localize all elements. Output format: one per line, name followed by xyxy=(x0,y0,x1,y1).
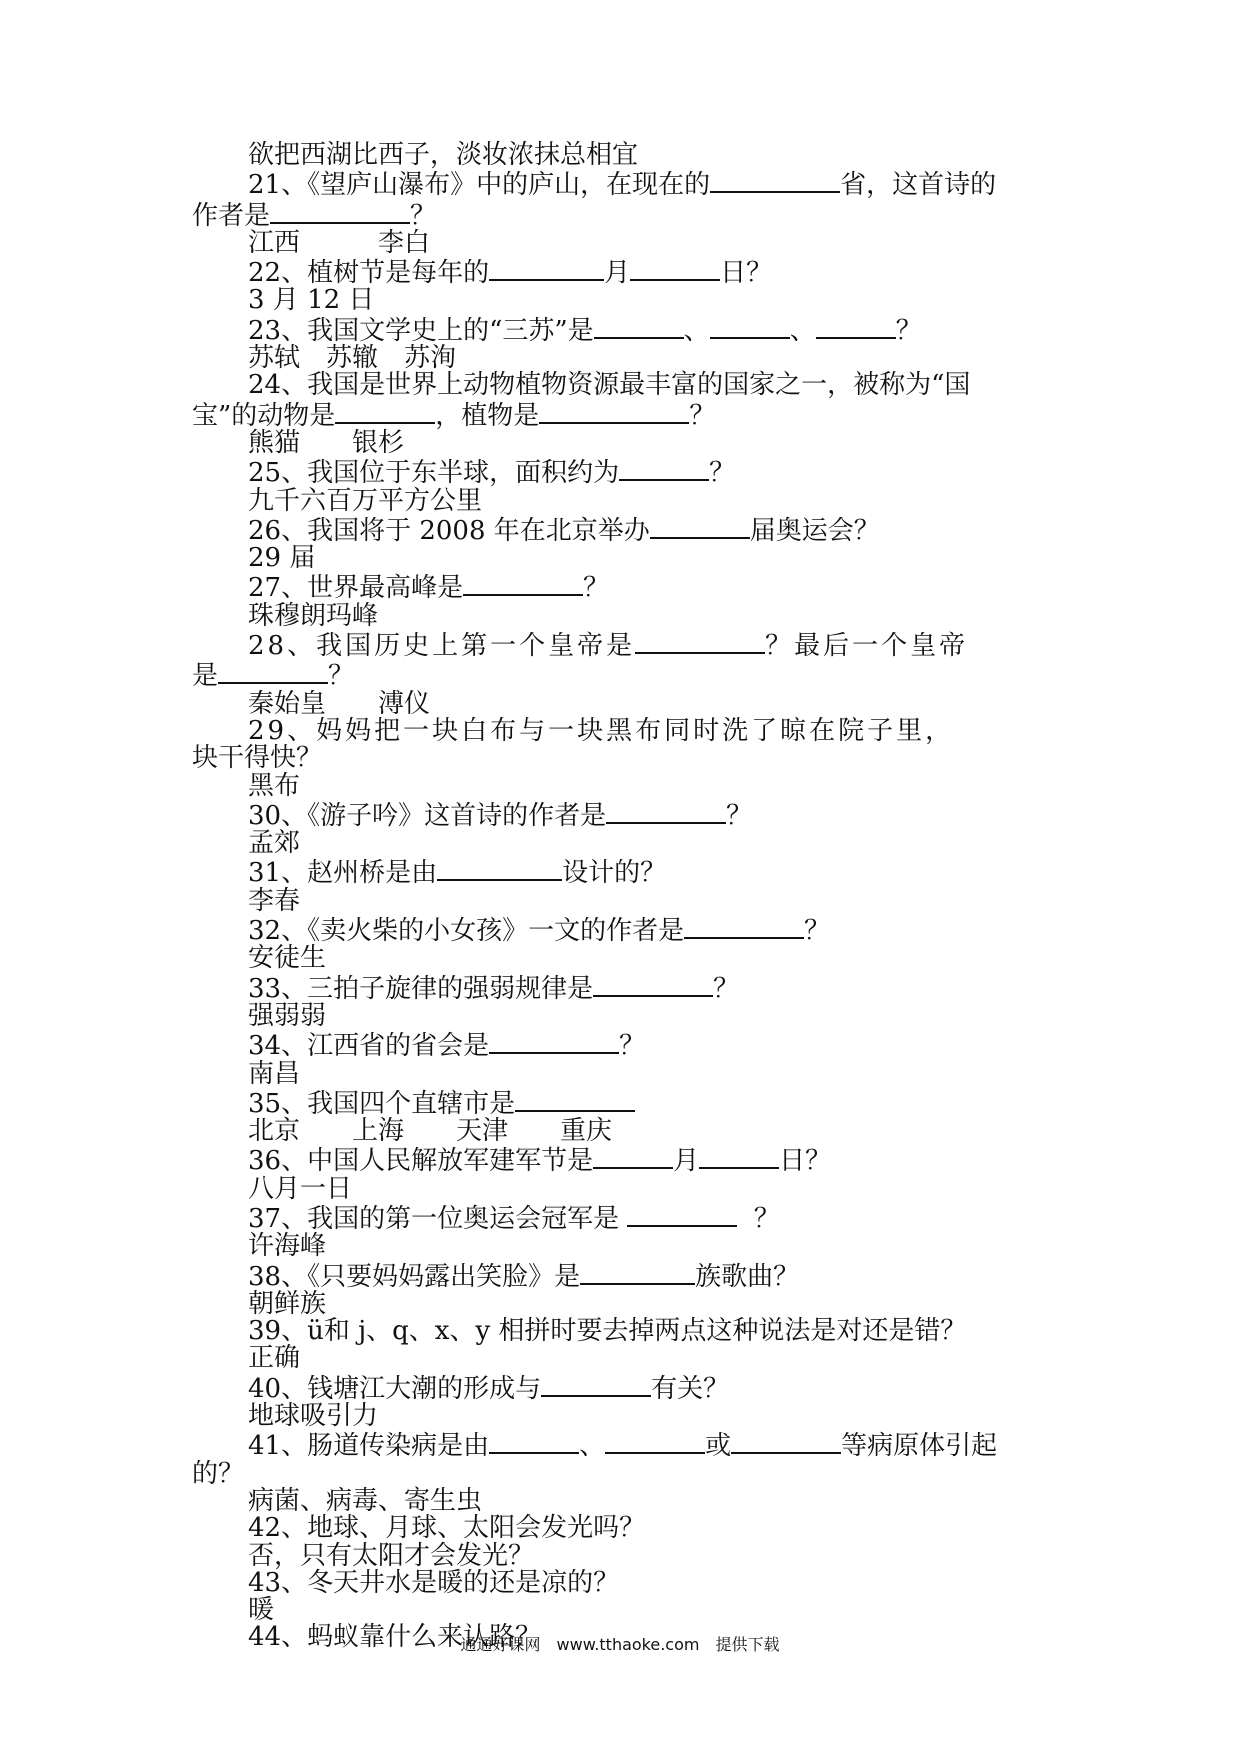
answer-blank[interactable] xyxy=(710,315,790,339)
answer-blank[interactable] xyxy=(593,1145,673,1169)
answer-35: 北京 上海 天津 重庆 xyxy=(248,1116,613,1147)
question-30: 30、《游子吟》这首诗的作者是 ？ xyxy=(248,800,753,831)
answer-42: 否，只有太阳才会发光？ xyxy=(248,1540,535,1571)
answer-blank[interactable] xyxy=(515,1088,635,1112)
answer-blank[interactable] xyxy=(635,630,765,654)
answer-blank[interactable] xyxy=(463,572,583,596)
question-28-cont: 是 ？ xyxy=(192,661,355,692)
answer-blank[interactable] xyxy=(437,857,562,881)
answer-blank[interactable] xyxy=(335,400,435,424)
answer-blank[interactable] xyxy=(605,1430,705,1454)
answer-38: 朝鲜族 xyxy=(248,1288,327,1319)
answer-41: 病菌、病毒、寄生虫 xyxy=(248,1485,483,1516)
question-43: 43、冬天井水是暖的还是凉的？ xyxy=(248,1567,620,1598)
answer-blank[interactable] xyxy=(539,400,689,424)
answer-blank[interactable] xyxy=(699,1145,779,1169)
question-21: 21、《望庐山瀑布》中的庐山，在现在的 省，这首诗的 xyxy=(248,170,997,201)
question-29: 29、妈妈把一块白布与一块黑布同时洗了晾在院子里， xyxy=(248,715,955,746)
answer-21: 江西 李白 xyxy=(248,227,431,258)
answer-28: 秦始皇 溥仪 xyxy=(248,688,431,719)
question-27: 27、世界最高峰是 ？ xyxy=(248,573,610,604)
question-31: 31、赵州桥是由 设计的？ xyxy=(248,858,667,889)
question-24: 24、我国是世界上动物植物资源最丰富的国家之一，被称为“国 xyxy=(248,370,971,401)
answer-blank[interactable] xyxy=(594,315,684,339)
question-39: 39、ü和 j、q、x、y 相拼时要去掉两点这种说法是对还是错？ xyxy=(248,1316,967,1347)
question-38: 38、《只要妈妈露出笑脸》是 族歌曲？ xyxy=(248,1261,800,1292)
answer-blank[interactable] xyxy=(710,169,840,193)
question-37: 37、我国的第一位奥运会冠军是 ？ xyxy=(248,1203,780,1234)
answer-blank[interactable] xyxy=(489,257,604,281)
answer-37: 许海峰 xyxy=(248,1231,327,1262)
question-21-cont: 作者是 ？ xyxy=(192,200,437,231)
question-25: 25、我国位于东半球，面积约为 ？ xyxy=(248,458,736,489)
answer-blank[interactable] xyxy=(541,1373,651,1397)
question-29-cont: 块干得快？ xyxy=(192,743,323,774)
answer-31: 李春 xyxy=(248,885,301,916)
poem-line: 欲把西湖比西子，淡妆浓抹总相宜 xyxy=(248,140,639,170)
answer-33: 强弱弱 xyxy=(248,1000,327,1031)
question-35: 35、我国四个直辖市是 xyxy=(192,1088,1072,1118)
answer-40: 地球吸引力 xyxy=(248,1401,379,1432)
answer-25: 九千六百万平方公里 xyxy=(248,485,483,516)
answer-blank[interactable] xyxy=(619,457,709,481)
answer-blank[interactable] xyxy=(627,1203,737,1227)
answer-blank[interactable] xyxy=(580,1261,695,1285)
answer-36: 八月一日 xyxy=(248,1173,353,1204)
question-41-cont: 的？ xyxy=(192,1458,245,1489)
question-41: 41、肠道传染病是由 、 或 等病原体引起 xyxy=(248,1431,998,1462)
answer-29: 黑布 xyxy=(248,770,301,801)
answer-blank[interactable] xyxy=(606,800,726,824)
answer-blank[interactable] xyxy=(684,915,804,939)
answer-27: 珠穆朗玛峰 xyxy=(248,600,379,631)
answer-blank[interactable] xyxy=(816,315,896,339)
question-40: 40、钱塘江大潮的形成与 有关？ xyxy=(248,1373,730,1404)
question-24-cont: 宝”的动物是 ，植物是 ？ xyxy=(192,400,716,431)
answer-blank[interactable] xyxy=(218,660,328,684)
answer-34: 南昌 xyxy=(248,1058,301,1089)
answer-26: 29 届 xyxy=(248,543,316,574)
answer-23: 苏轼 苏辙 苏洵 xyxy=(248,343,457,374)
answer-32: 安徒生 xyxy=(248,943,327,974)
answer-blank[interactable] xyxy=(270,200,410,224)
answer-blank[interactable] xyxy=(593,973,713,997)
question-22: 22、植树节是每年的 月 日？ xyxy=(248,258,773,289)
question-42: 42、地球、月球、太阳会发光吗？ xyxy=(248,1513,646,1544)
answer-24: 熊猫 银杉 xyxy=(248,427,405,458)
answer-blank[interactable] xyxy=(731,1430,841,1454)
answer-blank[interactable] xyxy=(489,1430,579,1454)
answer-43: 暖 xyxy=(248,1595,275,1626)
question-list xyxy=(192,142,1072,1652)
answer-blank[interactable] xyxy=(489,1030,619,1054)
question-34: 34、江西省的省会是 ？ xyxy=(248,1031,646,1062)
answer-39: 正确 xyxy=(248,1343,301,1374)
question-32: 32、《卖火柴的小女孩》一文的作者是 ？ xyxy=(248,916,831,947)
answer-blank[interactable] xyxy=(650,515,750,539)
question-26: 26、我国将于 2008 年在北京举办 届奥运会？ xyxy=(248,515,880,546)
question-23: 23、我国文学史上的“三苏”是 、 、 ？ xyxy=(248,315,922,346)
question-28: 28、我国历史上第一个皇帝是 ？最后一个皇帝 xyxy=(248,631,969,662)
answer-22: 3 月 12 日 xyxy=(248,285,375,316)
answer-30: 孟郊 xyxy=(248,828,301,859)
question-36: 36、中国人民解放军建军节是 月 日？ xyxy=(248,1146,832,1177)
page-footer: 通通好课网 www.tthaoke.com 提供下载 xyxy=(460,1635,780,1654)
question-44: 44、蚂蚁靠什么来认路？ xyxy=(248,1622,542,1653)
answer-blank[interactable] xyxy=(630,257,720,281)
question-33: 33、三拍子旋律的强弱规律是 ？ xyxy=(248,973,740,1004)
